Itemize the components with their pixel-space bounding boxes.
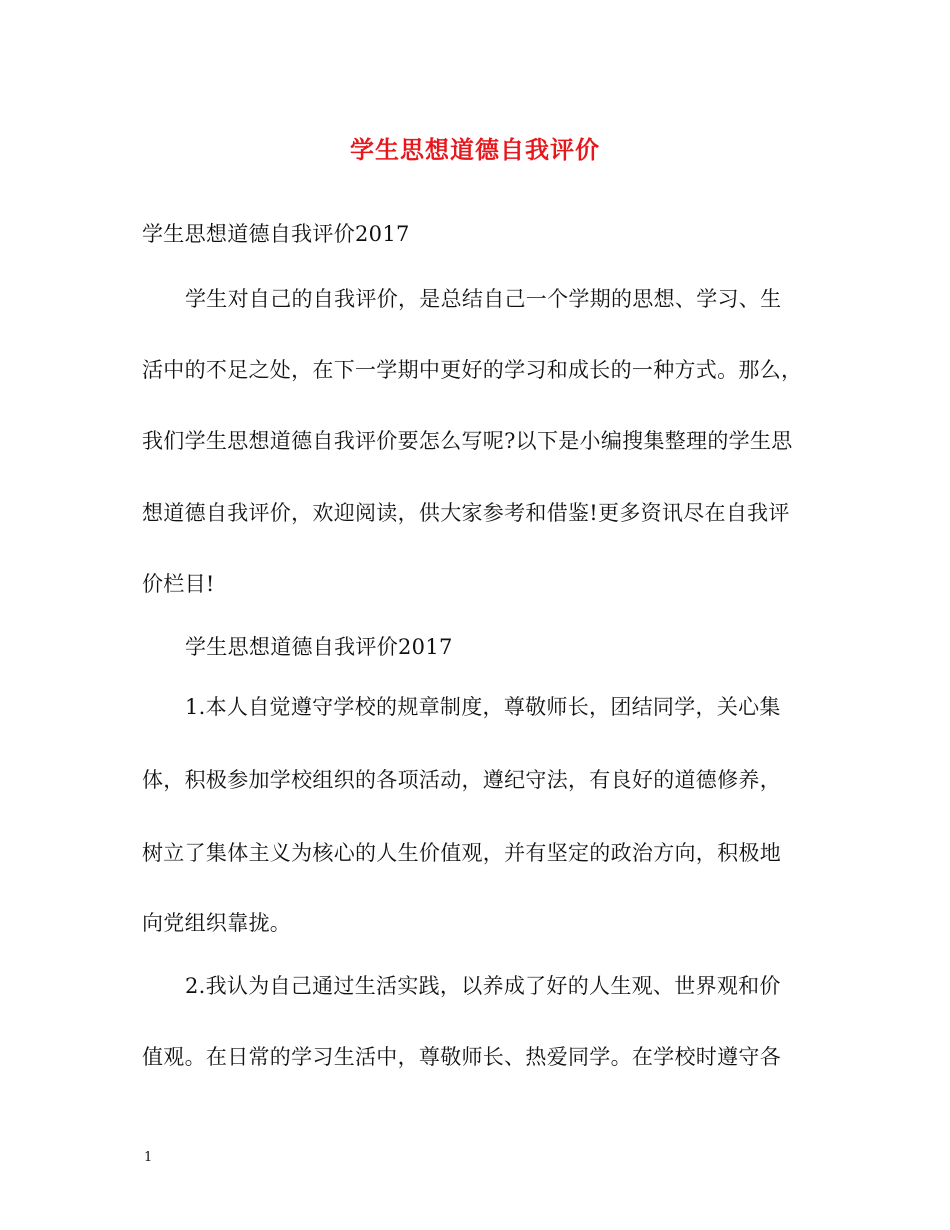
section-heading: 学生思想道德自我评价2017: [185, 635, 453, 659]
page-title: 学生思想道德自我评价: [350, 135, 600, 164]
list-item-line: 向党组织靠拢。: [142, 911, 292, 935]
list-item-line: 树立了集体主义为核心的人生价值观，并有坚定的政治方向，积极地: [142, 841, 781, 865]
paragraph-line: 价栏目!: [142, 572, 215, 596]
list-item-line: 体，积极参加学校组织的各项活动，遵纪守法，有良好的道德修养，: [142, 768, 781, 792]
page-number: 1: [144, 1150, 153, 1165]
subtitle-line: 学生思想道德自我评价2017: [142, 222, 410, 246]
list-item-line: 1.本人自觉遵守学校的规章制度，尊敬师长，团结同学，关心集: [185, 695, 781, 719]
paragraph-line: 想道德自我评价，欢迎阅读，供大家参考和借鉴!更多资讯尽在自我评: [142, 501, 790, 525]
paragraph-line: 活中的不足之处，在下一学期中更好的学习和成长的一种方式。那么，: [142, 358, 803, 382]
paragraph-line: 学生对自己的自我评价，是总结自己一个学期的思想、学习、生: [185, 287, 782, 311]
list-item-line: 2.我认为自己通过生活实践，以养成了好的人生观、世界观和价: [185, 974, 781, 998]
paragraph-line: 我们学生思想道德自我评价要怎么写呢?以下是小编搜集整理的学生思: [142, 429, 793, 453]
list-item-line: 值观。在日常的学习生活中，尊敬师长、热爱同学。在学校时遵守各: [142, 1045, 781, 1069]
